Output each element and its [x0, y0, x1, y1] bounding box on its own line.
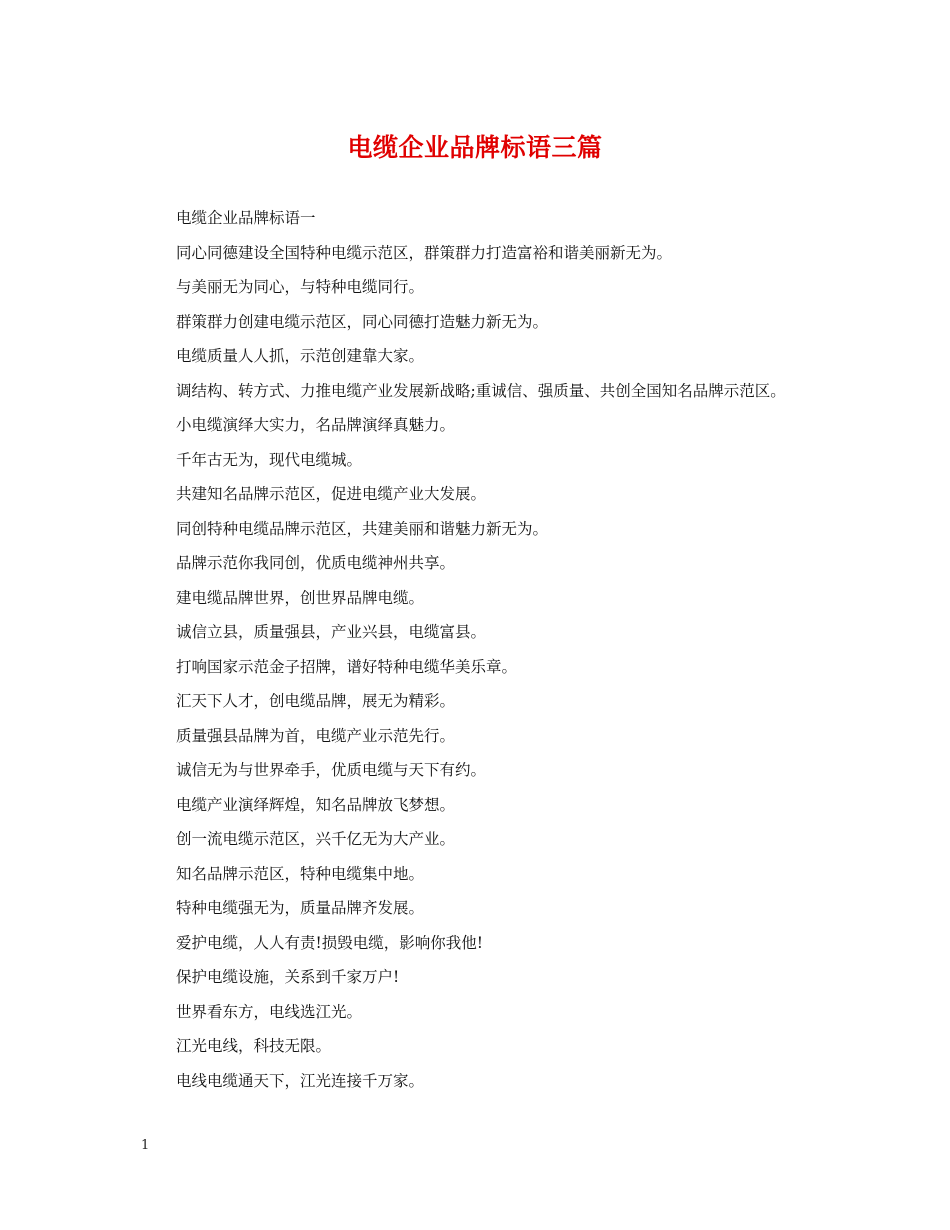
slogan-paragraph: 电线电缆通天下，江光连接千万家。: [176, 1071, 425, 1090]
slogan-paragraph: 保护电缆设施，关系到千家万户!: [176, 968, 400, 986]
slogan-paragraph: 汇天下人才，创电缆品牌，展无为精彩。: [176, 692, 456, 710]
slogan-paragraph: 群策群力创建电缆示范区，同心同德打造魅力新无为。: [176, 312, 549, 331]
slogan-paragraph: 小电缆演绎大实力，名品牌演绎真魅力。: [176, 416, 456, 434]
slogan-paragraph: 特种电缆强无为，质量品牌齐发展。: [176, 899, 425, 917]
section-heading: 电缆企业品牌标语一: [176, 209, 316, 227]
slogan-paragraph: 创一流电缆示范区，兴千亿无为大产业。: [176, 830, 456, 848]
slogan-paragraph: 知名品牌示范区，特种电缆集中地。: [176, 864, 425, 883]
slogan-paragraph: 打响国家示范金子招牌，谱好特种电缆华美乐章。: [176, 657, 518, 676]
slogan-paragraph: 质量强县品牌为首，电缆产业示范先行。: [176, 726, 456, 745]
page-number: 1: [141, 1138, 150, 1153]
document-body: [141, 201, 821, 1098]
document-title: 电缆企业品牌标语三篇: [347, 133, 603, 162]
slogan-paragraph: 共建知名品牌示范区，促进电缆产业大发展。: [176, 485, 487, 503]
slogan-paragraph: 与美丽无为同心，与特种电缆同行。: [176, 278, 425, 296]
slogan-paragraph: 诚信无为与世界牵手，优质电缆与天下有约。: [176, 761, 487, 779]
slogan-paragraph: 电缆产业演绎辉煌，知名品牌放飞梦想。: [176, 795, 456, 814]
slogan-paragraph: 电缆质量人人抓，示范创建靠大家。: [176, 347, 425, 365]
slogan-paragraph: 同创特种电缆品牌示范区，共建美丽和谐魅力新无为。: [176, 519, 549, 538]
slogan-paragraph: 世界看东方，电线选江光。: [176, 1002, 363, 1021]
slogan-paragraph: 诚信立县，质量强县，产业兴县，电缆富县。: [176, 623, 487, 641]
slogan-paragraph: 品牌示范你我同创，优质电缆神州共享。: [176, 554, 456, 572]
slogan-paragraph: 江光电线，科技无限。: [176, 1037, 332, 1055]
slogan-paragraph: 爱护电缆，人人有责!损毁电缆，影响你我他!: [176, 933, 483, 952]
slogan-paragraph: 建电缆品牌世界，创世界品牌电缆。: [176, 588, 425, 607]
slogan-paragraph: 调结构、转方式、力推电缆产业发展新战略;重诚信、强质量、共创全国知名品牌示范区。: [176, 381, 786, 400]
slogan-paragraph: 千年古无为，现代电缆城。: [176, 450, 363, 469]
slogan-paragraph: 同心同德建设全国特种电缆示范区，群策群力打造富裕和谐美丽新无为。: [176, 243, 673, 262]
